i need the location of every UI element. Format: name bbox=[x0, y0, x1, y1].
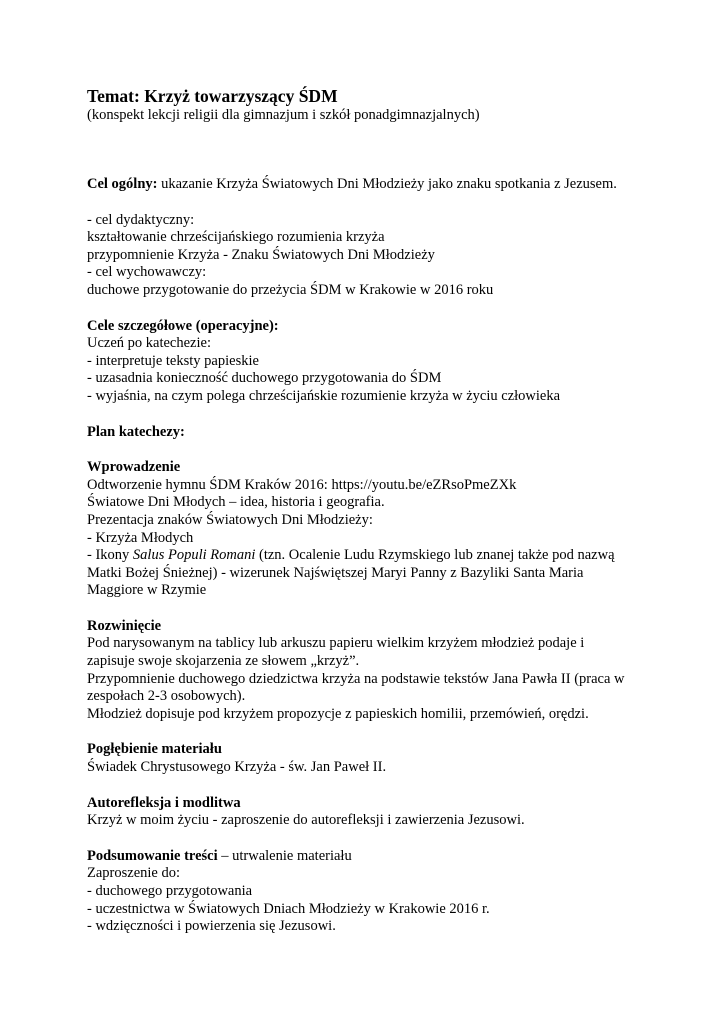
document-page bbox=[87, 86, 687, 936]
icon-line-prefix: - Ikony bbox=[87, 547, 133, 564]
summary-heading-bold: Podsumowanie treści bbox=[87, 847, 218, 864]
development-line: zespołach 2-3 osobowych). bbox=[87, 688, 246, 705]
goal-line: - cel wychowawczy: bbox=[87, 264, 207, 281]
introduction-line: Prezentacja znaków Światowych Dni Młodzieży: bbox=[87, 511, 373, 528]
deepening-line: Świadek Chrystusowego Krzyża - św. Jan Paweł II. bbox=[87, 759, 387, 776]
document-title: Temat: Krzyż towarzyszący ŚDM bbox=[87, 86, 338, 106]
deepening-heading: Pogłębienie materiału bbox=[87, 741, 222, 758]
introduction-line: Odtworzenie hymnu ŚDM Kraków 2016: https://youtu.be/eZRsoPmeZXk bbox=[87, 476, 517, 493]
summary-line: - uczestnictwa w Światowych Dniach Młodzieży w Krakowie 2016 r. bbox=[87, 900, 490, 917]
introduction-line: Maggiore w Rzymie bbox=[87, 582, 207, 599]
detailed-goal-line: - uzasadnia konieczność duchowego przygotowania do ŚDM bbox=[87, 370, 442, 387]
general-goal-label: Cel ogólny: bbox=[87, 176, 158, 192]
icon-line-italic: Salus Populi Romani bbox=[132, 547, 256, 564]
icon-line-suffix: (tzn. Ocalenie Ludu Rzymskiego lub znanej także pod nazwą bbox=[255, 547, 615, 564]
goal-line: kształtowanie chrześcijańskiego rozumienia krzyża bbox=[87, 229, 385, 246]
development-line: zapisuje swoje skojarzenia ze słowem „krzyż”. bbox=[87, 653, 360, 670]
summary-heading-rest: – utrwalenie materiału bbox=[217, 847, 352, 864]
summary-line: Zaproszenie do: bbox=[87, 865, 181, 882]
goal-line: duchowe przygotowanie do przeżycia ŚDM w Krakowie w 2016 roku bbox=[87, 281, 494, 298]
document-subtitle: (konspekt lekcji religii dla gimnazjum i szkół ponadgimnazjalnych) bbox=[87, 107, 480, 123]
general-goal-text: ukazanie Krzyża Światowych Dni Młodzieży jako znaku spotkania z Jezusem. bbox=[157, 176, 617, 192]
plan-heading: Plan katechezy: bbox=[87, 423, 185, 440]
summary-line: - wdzięczności i powierzenia się Jezusowi. bbox=[87, 918, 336, 935]
development-line: Pod narysowanym na tablicy lub arkuszu papieru wielkim krzyżem młodzież podaje i bbox=[87, 635, 585, 652]
general-goal bbox=[87, 176, 687, 194]
introduction-heading: Wprowadzenie bbox=[87, 459, 181, 476]
goal-line: przypomnienie Krzyża - Znaku Światowych Dni Młodzieży bbox=[87, 246, 435, 263]
goal-line: - cel dydaktyczny: bbox=[87, 211, 195, 228]
development-heading: Rozwinięcie bbox=[87, 617, 162, 634]
development-line: Młodzież dopisuje pod krzyżem propozycje z papieskich homilii, przemówień, orędzi. bbox=[87, 705, 589, 722]
self-reflection-heading: Autorefleksja i modlitwa bbox=[87, 794, 241, 811]
self-reflection-line: Krzyż w moim życiu - zaproszenie do autorefleksji i zawierzenia Jezusowi. bbox=[87, 812, 525, 829]
introduction-icon-line bbox=[87, 547, 687, 565]
detailed-goals-heading: Cele szczegółowe (operacyjne): bbox=[87, 317, 279, 334]
introduction-line: - Krzyża Młodych bbox=[87, 529, 194, 546]
summary-line: - duchowego przygotowania bbox=[87, 883, 253, 899]
development-line: Przypomnienie duchowego dziedzictwa krzyża na podstawie tekstów Jana Pawła II (praca w bbox=[87, 670, 625, 687]
introduction-line: Światowe Dni Młodych – idea, historia i geografia. bbox=[87, 494, 385, 511]
detailed-goal-line: Uczeń po katechezie: bbox=[87, 335, 211, 352]
detailed-goal-line: - wyjaśnia, na czym polega chrześcijańskie rozumienie krzyża w życiu człowieka bbox=[87, 387, 561, 404]
summary-heading bbox=[87, 848, 687, 866]
detailed-goal-line: - interpretuje teksty papieskie bbox=[87, 352, 259, 369]
introduction-line: Matki Bożej Śnieżnej) - wizerunek Najświętszej Maryi Panny z Bazyliki Santa Maria bbox=[87, 564, 584, 581]
